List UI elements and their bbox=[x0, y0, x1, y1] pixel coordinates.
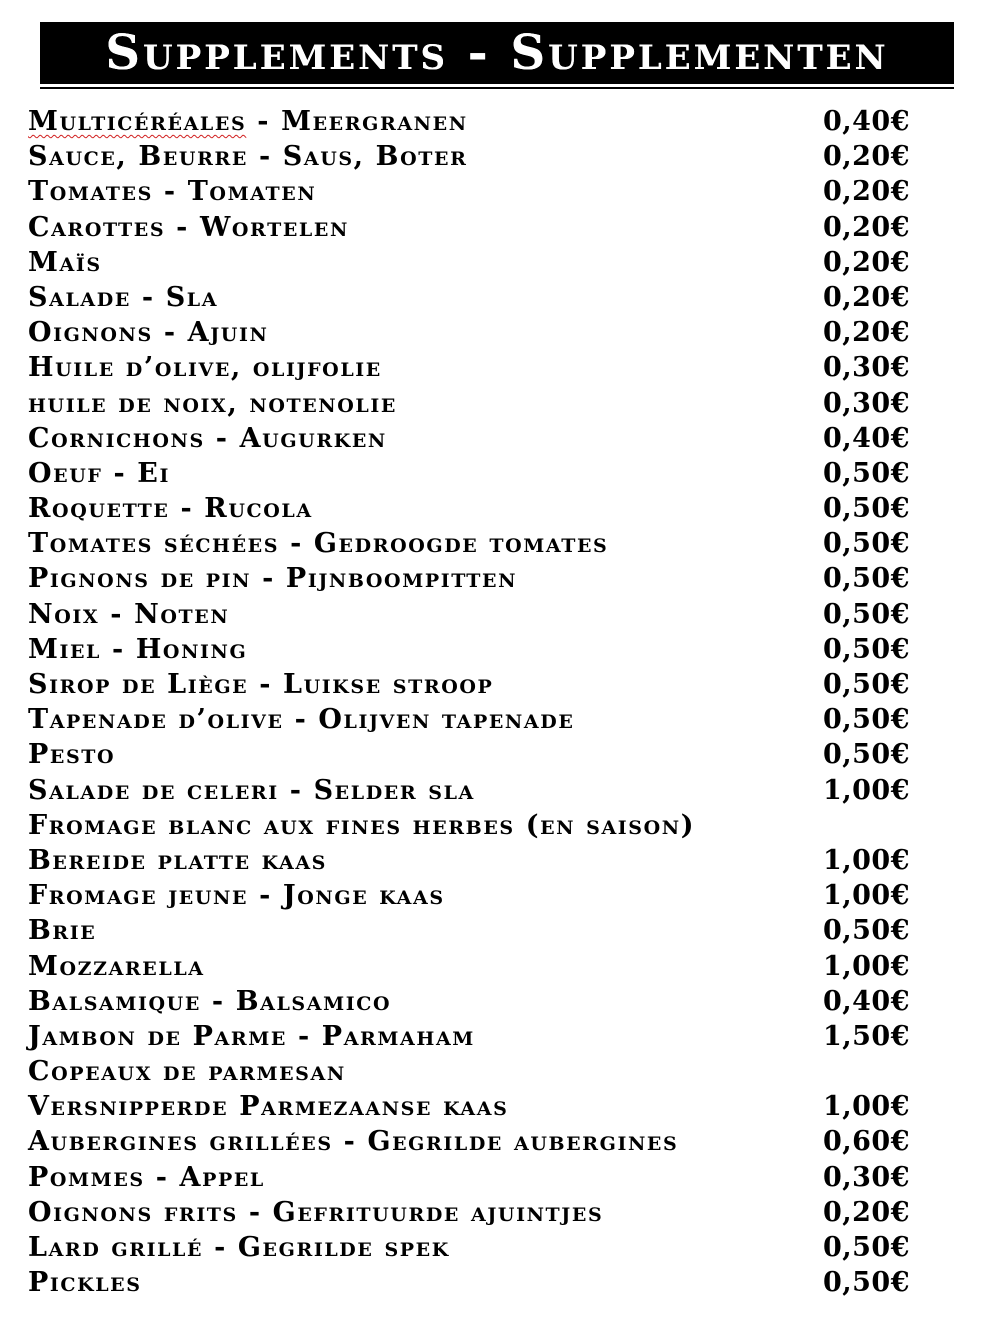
item-name: Carottes - Wortelen bbox=[28, 211, 349, 243]
item-price: 0,30€ bbox=[822, 352, 910, 384]
list-item bbox=[28, 491, 928, 526]
list-item bbox=[28, 913, 928, 948]
list-item bbox=[28, 421, 928, 456]
list-item bbox=[28, 210, 928, 245]
item-name: Jambon de Parme - Parmaham bbox=[28, 1020, 475, 1052]
item-name: Aubergines grillées - Gegrilde aubergines bbox=[28, 1126, 679, 1158]
page-title: Supplements - Supplementen bbox=[105, 25, 889, 81]
item-price: 0,20€ bbox=[822, 211, 910, 243]
item-name: Tomates - Tomaten bbox=[28, 176, 317, 208]
item-name: Tomates séchées - Gedroogde tomates bbox=[28, 528, 609, 560]
item-price: 1,00€ bbox=[822, 880, 910, 912]
item-name: Mozzarella bbox=[28, 950, 205, 982]
item-price: 0,20€ bbox=[822, 176, 910, 208]
list-item bbox=[28, 843, 928, 878]
list-item bbox=[28, 174, 928, 209]
item-price: 0,40€ bbox=[822, 985, 910, 1017]
list-item bbox=[28, 350, 928, 385]
list-item bbox=[28, 1195, 928, 1230]
item-price: 1,00€ bbox=[822, 844, 910, 876]
list-item bbox=[28, 1124, 928, 1159]
list-item bbox=[28, 139, 928, 174]
list-item bbox=[28, 878, 928, 913]
item-price: 0,50€ bbox=[822, 669, 910, 700]
item-price: 0,20€ bbox=[822, 141, 910, 173]
item-price: 0,40€ bbox=[822, 106, 910, 137]
item-name: Multicéréales - Meergranen bbox=[28, 106, 468, 137]
item-price: 1,00€ bbox=[822, 774, 910, 806]
list-item bbox=[28, 245, 928, 280]
list-item bbox=[28, 561, 928, 596]
list-item bbox=[28, 1230, 928, 1265]
item-price: 0,50€ bbox=[822, 493, 910, 525]
list-item bbox=[28, 737, 928, 772]
item-name: Lard grillé - Gegrilde spek bbox=[28, 1232, 450, 1263]
item-price: 0,30€ bbox=[822, 387, 910, 419]
item-price: 0,20€ bbox=[822, 281, 910, 313]
list-item bbox=[28, 702, 928, 737]
item-price: 1,00€ bbox=[822, 950, 910, 982]
item-name: Pommes - Appel bbox=[28, 1161, 265, 1193]
item-price: 0,50€ bbox=[822, 915, 910, 947]
item-name: Sauce, Beurre - Saus, Boter bbox=[28, 141, 468, 173]
item-name: Miel - Honing bbox=[28, 633, 248, 665]
item-price: 0,50€ bbox=[822, 528, 910, 560]
item-price: 0,50€ bbox=[822, 739, 910, 771]
list-item bbox=[28, 315, 928, 350]
title-banner bbox=[40, 22, 954, 84]
list-item bbox=[28, 949, 928, 984]
list-item bbox=[28, 1054, 928, 1089]
item-price: 0,40€ bbox=[822, 422, 910, 454]
item-name: Roquette - Rucola bbox=[28, 493, 313, 525]
item-price: 0,50€ bbox=[822, 563, 910, 595]
item-price: 0,50€ bbox=[822, 457, 910, 489]
item-name: Pesto bbox=[28, 739, 116, 771]
item-name: Maïs bbox=[28, 246, 102, 278]
item-name: Sirop de Liège - Luikse stroop bbox=[28, 669, 494, 700]
item-price: 0,20€ bbox=[822, 1196, 910, 1228]
list-item bbox=[28, 1019, 928, 1054]
item-name: Cornichons - Augurken bbox=[28, 422, 387, 454]
list-item bbox=[28, 632, 928, 667]
list-item bbox=[28, 773, 928, 808]
list-item bbox=[28, 280, 928, 315]
item-price: 0,50€ bbox=[822, 1232, 910, 1263]
item-price: 0,20€ bbox=[822, 317, 910, 349]
item-name: huile de noix, notenolie bbox=[28, 387, 397, 419]
item-price: 0,50€ bbox=[822, 598, 910, 630]
list-item bbox=[28, 386, 928, 421]
item-name: Balsamique - Balsamico bbox=[28, 985, 392, 1017]
item-name: Copeaux de parmesan bbox=[28, 1056, 346, 1088]
item-price: 0,50€ bbox=[822, 704, 910, 736]
item-name: Oignons frits - Gefrituurde ajuintjes bbox=[28, 1196, 604, 1228]
item-name: Noix - Noten bbox=[28, 598, 230, 630]
item-name: Tapenade d’olive - Olijven tapenade bbox=[28, 704, 575, 736]
list-item bbox=[28, 1089, 928, 1124]
item-price: 1,00€ bbox=[822, 1091, 910, 1123]
item-name: Oeuf - Ei bbox=[28, 457, 170, 489]
list-item bbox=[28, 526, 928, 561]
item-name: Fromage blanc aux fines herbes (en saison) bbox=[28, 809, 696, 841]
item-name: Versnipperde Parmezaanse kaas bbox=[28, 1091, 509, 1123]
item-price: 0,50€ bbox=[822, 1267, 910, 1299]
item-name: Salade - Sla bbox=[28, 281, 219, 313]
list-item bbox=[28, 456, 928, 491]
item-price: 0,20€ bbox=[822, 246, 910, 278]
item-name: Huile d’olive, olijfolie bbox=[28, 352, 382, 384]
supplements-list bbox=[28, 104, 928, 1300]
list-item bbox=[28, 597, 928, 632]
list-item bbox=[28, 1160, 928, 1195]
list-item bbox=[28, 104, 928, 139]
list-item bbox=[28, 667, 928, 702]
item-name: Pignons de pin - Pijnboompitten bbox=[28, 563, 518, 595]
item-name: Bereide platte kaas bbox=[28, 844, 327, 876]
list-item bbox=[28, 808, 928, 843]
item-name: Fromage jeune - Jonge kaas bbox=[28, 880, 445, 912]
item-name: Salade de celeri - Selder sla bbox=[28, 774, 475, 806]
item-name: Brie bbox=[28, 915, 97, 947]
item-price: 0,30€ bbox=[822, 1161, 910, 1193]
item-name: Oignons - Ajuin bbox=[28, 317, 269, 349]
list-item bbox=[28, 984, 928, 1019]
item-price: 1,50€ bbox=[822, 1020, 910, 1052]
item-name: Pickles bbox=[28, 1267, 142, 1299]
item-price: 0,50€ bbox=[822, 633, 910, 665]
list-item bbox=[28, 1265, 928, 1300]
item-price: 0,60€ bbox=[822, 1126, 910, 1158]
